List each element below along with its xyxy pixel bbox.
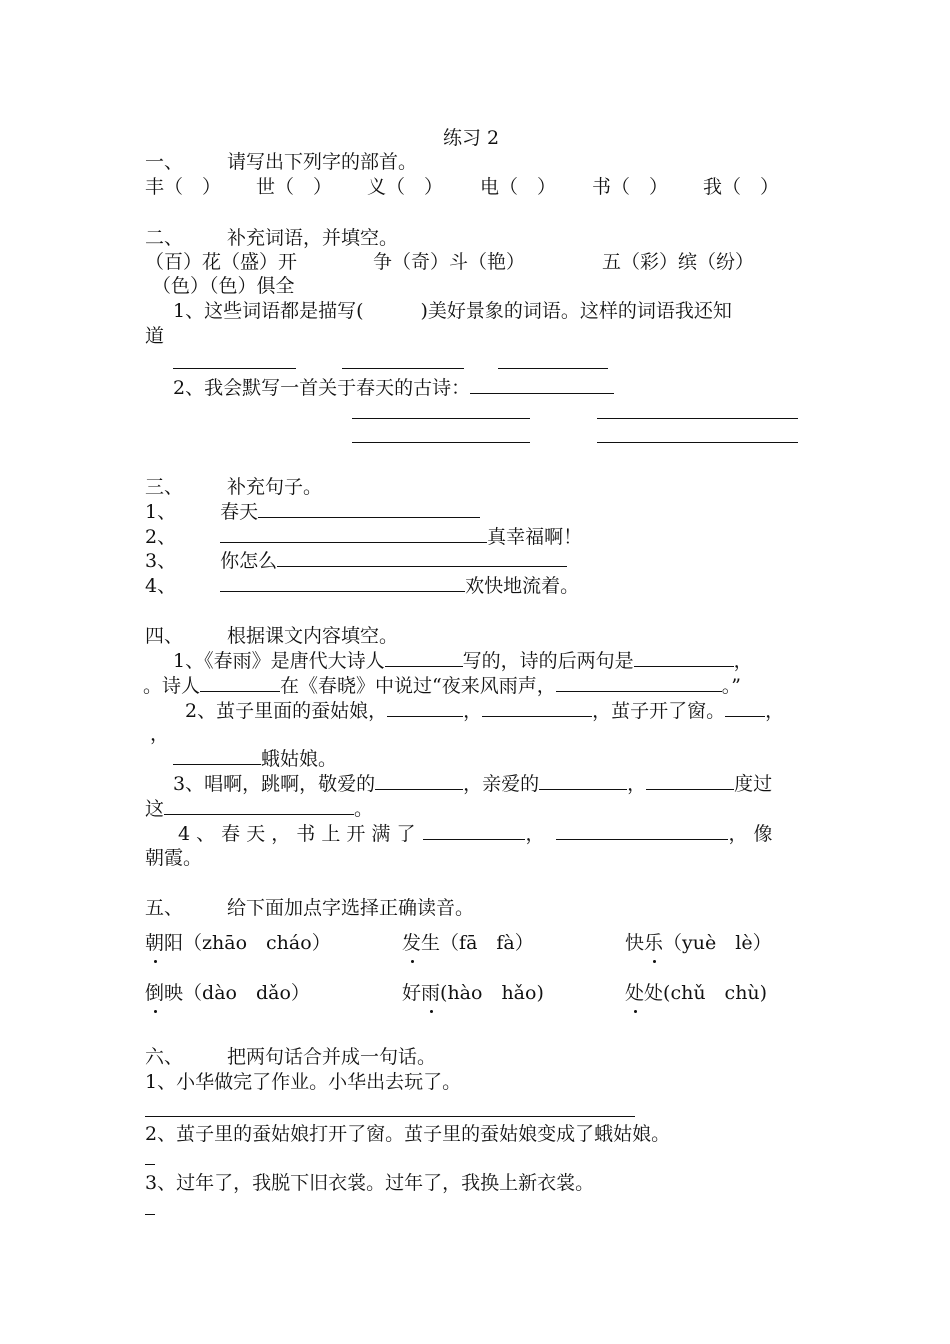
s6-question-1: 1、小华做完了作业。小华出去玩了。 xyxy=(145,1071,462,1093)
pinyin-options[interactable]: （dào dǎo） xyxy=(183,982,310,1004)
pinyin-item-4 xyxy=(145,981,310,1005)
s4-text: 。 xyxy=(354,798,374,820)
section-1-number: 一、 xyxy=(145,151,184,173)
dotted-char: 乐 xyxy=(644,932,664,954)
word-rest: 映 xyxy=(164,982,184,1004)
section-5-number: 五、 xyxy=(145,897,184,919)
s4-line-7 xyxy=(145,796,373,821)
s3-item-1 xyxy=(145,499,480,524)
fill-blank[interactable] xyxy=(375,771,463,790)
section-6-title: 把两句话合并成一句话。 xyxy=(227,1046,437,1068)
fill-blank[interactable] xyxy=(200,673,280,692)
sentence-blank[interactable] xyxy=(258,499,480,518)
s2-question-1: 1、这些词语都是描写( )美好景象的词语。这样的词语我还知 xyxy=(173,300,732,322)
s4-line-8 xyxy=(178,821,773,846)
s6-question-2: 2、茧子里的蚕姑娘打开了窗。茧子里的蚕姑娘变成了蛾姑娘。 xyxy=(145,1123,671,1145)
s3-item-2 xyxy=(145,524,582,549)
dotted-char: 雨 xyxy=(421,982,441,1004)
s3-item-2-number: 2、 xyxy=(145,526,177,548)
answer-line[interactable] xyxy=(145,1214,155,1215)
answer-line[interactable] xyxy=(145,1116,635,1117)
pinyin-options[interactable]: （zhāo cháo） xyxy=(183,932,331,954)
s6-question-3: 3、过年了，我脱下旧衣裳。过年了，我换上新衣裳。 xyxy=(145,1172,595,1194)
s4-text: 1、《春雨》是唐代大诗人 xyxy=(173,650,385,672)
sentence-blank[interactable] xyxy=(220,573,465,592)
s4-text: ，亲爱的 xyxy=(463,773,540,795)
s4-text: 在《春晓》中说过“夜来风雨声， xyxy=(280,675,556,697)
section-4-number: 四、 xyxy=(145,625,184,647)
pinyin-item-3 xyxy=(625,931,772,955)
word-rest: 阳 xyxy=(164,932,184,954)
s4-line-6 xyxy=(173,771,772,796)
fill-blank[interactable] xyxy=(173,746,261,765)
fill-blank[interactable] xyxy=(164,796,354,815)
radical-char-3: 义（ ） xyxy=(367,176,444,198)
s4-text: 这 xyxy=(145,798,165,820)
s3-item-3-text: 你怎么 xyxy=(220,550,278,572)
s4-line-2 xyxy=(143,673,741,698)
fill-blank[interactable] xyxy=(634,648,734,667)
s4-text: ， xyxy=(525,823,545,845)
word-rest: 快 xyxy=(625,932,645,954)
s4-text: ，茧子开了窗。 xyxy=(592,700,726,722)
fill-blank[interactable] xyxy=(387,698,463,717)
s3-item-4 xyxy=(145,573,579,598)
word-rest: 处 xyxy=(644,982,664,1004)
section-3-title: 补充句子。 xyxy=(227,476,323,498)
section-5-title: 给下面加点字选择正确读音。 xyxy=(227,897,475,919)
word-rest: 好 xyxy=(402,982,422,1004)
s4-text: ， xyxy=(463,700,483,722)
s4-text: 。诗人 xyxy=(143,675,201,697)
s4-line-1 xyxy=(173,648,753,673)
s4-text: ， 像 xyxy=(728,823,773,845)
poem-line-blank[interactable] xyxy=(597,442,798,443)
fill-blank[interactable] xyxy=(556,673,722,692)
s4-text: 蛾姑娘。 xyxy=(261,748,338,770)
s2-question-2-text: 2、我会默写一首关于春天的古诗： xyxy=(173,377,471,399)
section-4-heading xyxy=(145,624,398,648)
dotted-char: 朝 xyxy=(145,932,165,954)
page-title: 练习 2 xyxy=(443,127,500,149)
fill-blank[interactable] xyxy=(539,771,627,790)
s4-line-4: ， xyxy=(150,723,170,745)
s2-question-1-cont: 道 xyxy=(145,325,165,347)
phrase-1: （百）花（盛）开 xyxy=(145,251,298,273)
phrase-4: （色）（色）俱全 xyxy=(152,275,295,297)
poem-line-blank[interactable] xyxy=(352,418,530,419)
dotted-char: 倒 xyxy=(145,982,165,1004)
s3-item-2-text: 真幸福啊！ xyxy=(487,526,583,548)
poem-line-blank[interactable] xyxy=(597,418,798,419)
s3-item-4-number: 4、 xyxy=(145,575,177,597)
s3-item-4-text: 欢快地流着。 xyxy=(465,575,580,597)
section-1-title: 请写出下列字的部首。 xyxy=(227,151,418,173)
fill-blank[interactable] xyxy=(423,821,525,840)
section-2-title: 补充词语，并填空。 xyxy=(227,227,399,249)
s3-item-1-text: 春天 xyxy=(220,501,259,523)
pinyin-options[interactable]: (chǔ chù) xyxy=(663,982,768,1004)
fill-blank[interactable] xyxy=(725,698,765,717)
section-6-heading xyxy=(145,1045,436,1069)
answer-line[interactable] xyxy=(498,368,608,369)
answer-line[interactable] xyxy=(145,1164,155,1165)
s4-text: 写的，诗的后两句是 xyxy=(462,650,634,672)
s4-text: ， xyxy=(765,700,785,722)
section-1-heading xyxy=(145,150,417,174)
fill-blank[interactable] xyxy=(646,771,734,790)
phrase-2: 争（奇）斗（艳） xyxy=(373,251,526,273)
radical-char-5: 书（ ） xyxy=(592,176,669,198)
pinyin-item-5 xyxy=(402,981,544,1005)
section-2-number: 二、 xyxy=(145,227,184,249)
sentence-blank[interactable] xyxy=(220,524,487,543)
s4-text: ， xyxy=(733,650,753,672)
radical-char-4: 电（ ） xyxy=(480,176,557,198)
word-rest: 生 xyxy=(421,932,441,954)
s4-text: 4 、 春 天 ， 书 上 开 满 了 xyxy=(178,823,416,845)
fill-blank[interactable] xyxy=(385,648,463,667)
poem-title-blank[interactable] xyxy=(470,375,614,394)
fill-blank[interactable] xyxy=(482,698,592,717)
radical-char-1: 丰（ ） xyxy=(145,176,222,198)
s3-item-1-number: 1、 xyxy=(145,501,177,523)
s4-line-5 xyxy=(173,746,337,771)
pinyin-item-2 xyxy=(402,931,534,955)
dotted-char: 处 xyxy=(625,982,645,1004)
s4-text: 度过 xyxy=(734,773,773,795)
s4-text: 3、唱啊，跳啊，敬爱的 xyxy=(173,773,376,795)
section-5-heading xyxy=(145,896,474,920)
answer-line[interactable] xyxy=(342,368,464,369)
pinyin-item-6 xyxy=(625,981,767,1005)
s4-text: 。” xyxy=(721,675,741,697)
pinyin-options[interactable]: (hào hǎo) xyxy=(440,982,544,1004)
pinyin-options[interactable]: （fā fà） xyxy=(440,932,534,954)
section-3-heading xyxy=(145,475,322,499)
poem-line-blank[interactable] xyxy=(352,442,530,443)
radical-char-6: 我（ ） xyxy=(703,176,780,198)
dotted-char: 发 xyxy=(402,932,422,954)
section-3-number: 三、 xyxy=(145,476,184,498)
section-4-title: 根据课文内容填空。 xyxy=(227,625,399,647)
s4-text: 2、茧子里面的蚕姑娘， xyxy=(185,700,388,722)
sentence-blank[interactable] xyxy=(277,548,567,567)
section-6-number: 六、 xyxy=(145,1046,184,1068)
s4-text: ， xyxy=(627,773,647,795)
pinyin-item-1 xyxy=(145,931,331,955)
s4-line-3 xyxy=(185,698,784,723)
answer-line[interactable] xyxy=(173,368,296,369)
pinyin-options[interactable]: （yuè lè） xyxy=(663,932,772,954)
radical-char-2: 世（ ） xyxy=(256,176,333,198)
section-2-heading xyxy=(145,226,398,250)
s3-item-3-number: 3、 xyxy=(145,550,177,572)
s2-question-2 xyxy=(173,375,614,400)
s4-line-9: 朝霞。 xyxy=(145,847,203,869)
phrase-3: 五（彩）缤（纷） xyxy=(602,251,755,273)
fill-blank[interactable] xyxy=(556,821,728,840)
s3-item-3 xyxy=(145,548,567,573)
